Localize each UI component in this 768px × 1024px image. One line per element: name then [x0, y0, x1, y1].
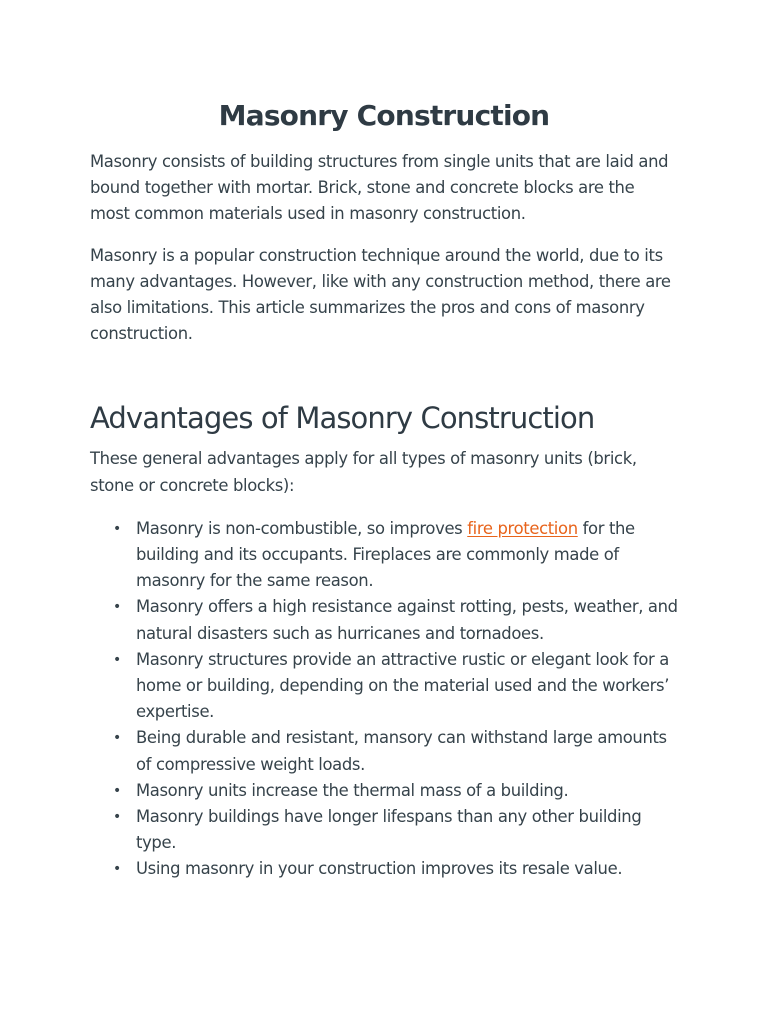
intro-paragraph: Masonry is a popular construction technique around the world, due to its many advantages. However, like with any construction method, there are also limitations. This article summarizes the pros and cons of masonry construction. [90, 245, 671, 344]
fire-protection-link[interactable]: fire protection [467, 518, 578, 538]
list-item [113, 594, 678, 646]
list-item-text: Being durable and resistant, mansory can withstand large amounts of compressive weight loads. [136, 728, 667, 774]
list-item [113, 778, 678, 804]
list-item [113, 516, 678, 595]
list-item [113, 647, 678, 726]
intro-paragraph: Masonry consists of building structures from single units that are laid and bound together with mortar. Brick, stone and concrete blocks are the most common materials used in masonry construction. [90, 152, 669, 224]
bullet-icon: • [113, 520, 121, 537]
list-item [113, 725, 678, 777]
bullet-icon: • [113, 809, 121, 826]
bullet-icon: • [113, 599, 121, 616]
list-item-text: Masonry is non-combustible, so improves [136, 518, 468, 538]
advantages-list [90, 516, 678, 883]
section-intro-paragraph: These general advantages apply for all types of masonry units (brick, stone or concrete blocks): [90, 449, 637, 495]
list-item-text: Using masonry in your construction improves its resale value. [136, 859, 623, 879]
list-item-text: Masonry units increase the thermal mass of a building. [136, 780, 569, 800]
list-item-text: for the building and its occupants. Fireplaces are commonly made of masonry for the same reason. [136, 518, 635, 591]
list-item-text: Masonry offers a high resistance against rotting, pests, weather, and natural disasters such as hurricanes and tornadoes. [136, 597, 678, 643]
bullet-icon: • [113, 651, 121, 668]
bullet-icon: • [113, 861, 121, 878]
list-item-text: Masonry structures provide an attractive rustic or elegant look for a home or building, depending on the material used and the workers’ expertise. [136, 649, 670, 722]
bullet-icon: • [113, 730, 121, 747]
list-item-text: Masonry buildings have longer lifespans than any other building type. [136, 807, 642, 853]
bullet-icon: • [113, 782, 121, 799]
page-title: Masonry Construction [218, 99, 550, 132]
list-item [113, 804, 678, 856]
section-heading-advantages: Advantages of Masonry Construction [90, 401, 595, 436]
list-item [113, 856, 678, 882]
